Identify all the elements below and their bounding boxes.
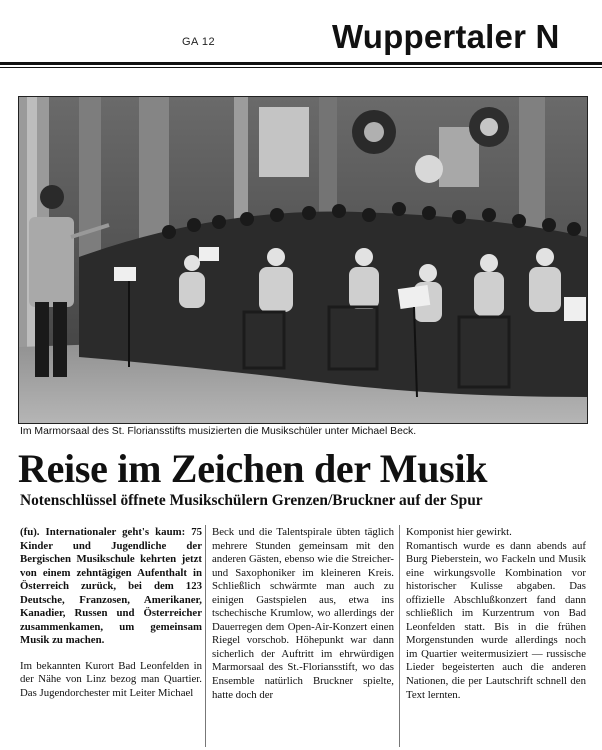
- article-column-1: [20, 526, 202, 748]
- article-paragraph: Romantisch wurde es dann abends auf Burg Pieberstein, wo Fackeln und Musik eine wirkungsvolle Kombination vor historischer Kulisse abgaben. Das offizielle Abschlußkonzert fand dann schließlich im Kurzentrum von Bad Leonfelden statt. Bis in die frühen Morgenstunden wurde allerdings noch im Quartier weitermusiziert — russische Lieder begeisterten auch die anderen Nationen, die per Lautschrift schnell den Text lernten.: [406, 539, 586, 701]
- article-paragraph: Beck und die Talentspirale übten täglich mehrere Stunden gemeinsam mit den anderen Gästen, ebenso wie die Streicher- und Saxophoniker im kleineren Kreis. Schließlich schwärmte man auch zu einigen Gastspielen aus, etwa ins tschechische Krumlow, wo allerdings der Dauerregen dem Open-Air-Konzert einen Riegel vorschob. Höhepunkt war dann sicherlich der Auftritt im ehrwürdigen Marmorsaal des St.-Floriansstift, wo das Ensemble natürlich Bruckner spielte, hatte doch der: [212, 526, 394, 701]
- column-divider: [399, 525, 400, 747]
- article-headline: Reise im Zeichen der Musik: [18, 446, 488, 491]
- article-lead-paragraph: (fu). Internationaler geht's kaum: 75 Kinder und Jugendliche der Bergischen Musikschule kehrten jetzt von einem zehntägigen Aufenthalt in Österreich zurück, bei dem 123 Deutsche, Franzosen, Amerikaner, Kanadier, Russen und Österreicher zusammenkamen, um gemeinsam Musik zu machen.: [20, 526, 202, 647]
- masthead-rule-thick: [0, 62, 602, 65]
- masthead: [0, 0, 602, 66]
- article-photo-orchestra: [18, 96, 588, 424]
- column-divider: [205, 525, 206, 747]
- photo-caption: Im Marmorsaal des St. Floriansstifts musizierten die Musikschüler unter Michael Beck.: [20, 426, 417, 437]
- page-number: GA 12: [182, 36, 216, 48]
- article-column-3: [406, 526, 586, 748]
- article-paragraph: Im bekannten Kurort Bad Leonfelden in der Nähe von Linz bezog man Quartier. Das Jugendorchester mit Leiter Michael: [20, 659, 202, 700]
- masthead-rule-thin: [0, 67, 602, 68]
- article-column-2: [212, 526, 394, 748]
- orchestra-photo-drawing: [19, 97, 587, 423]
- article-subheadline: Notenschlüssel öffnete Musikschülern Grenzen/Bruckner auf der Spur: [20, 492, 483, 509]
- newspaper-name: Wuppertaler N: [332, 18, 560, 55]
- paragraph-gap: [20, 648, 202, 660]
- article-paragraph: Komponist hier gewirkt.: [406, 526, 512, 538]
